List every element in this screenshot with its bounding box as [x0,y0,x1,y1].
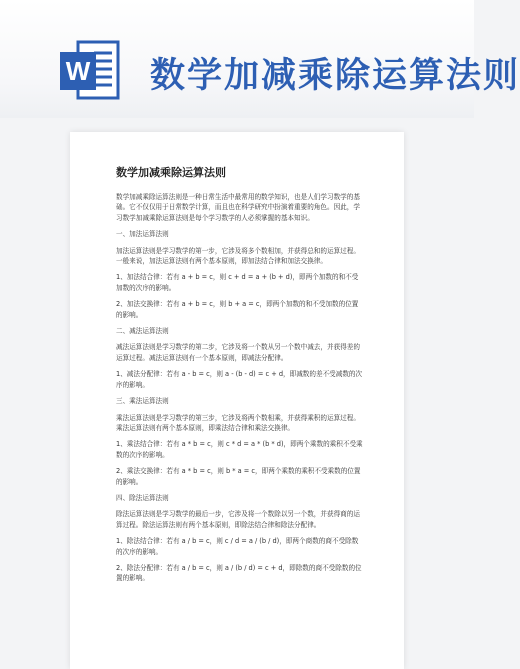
word-document-icon [58,40,120,102]
banner-title: 数学加减乘除运算法则 [150,56,520,96]
addition-rule-2: 2、加法交换律：若有 a + b = c，则 b + a = c，即两个加数的和不受加数的位置的影响。 [116,300,359,319]
addition-paragraph: 加法运算法则是学习数学的第一步，它涉及将多个数相加，并获得总和的运算过程。一般来说，加法运算法则有两个基本原则，即加法结合律和加法交换律。 [116,246,360,266]
subtraction-paragraph: 减法运算法则是学习数学的第二步，它涉及将一个数从另一个数中减去，并获得差的运算过程。减法运算法则有一个基本原则，即减法分配律。 [116,343,360,362]
subtraction-rule-1: 1、减法分配律：若有 a - b = c，则 a - (b - d) = c + d，即减数的差不受减数的次序的影响。 [116,370,363,389]
addition-rule-1: 1、加法结合律：若有 a + b = c，则 c + d = a + (b + d)，即两个加数的和不受加数的次序的影响。 [116,273,359,292]
multiplication-rule-1: 1、乘法结合律：若有 a * b = c，则 c * d = a * (b * d)，即两个乘数的乘积不受乘数的次序的影响。 [116,440,363,459]
division-paragraph: 除法运算法则是学习数学的最后一步，它涉及将一个数除以另一个数，并获得商的运算过程。除法运算法则有两个基本原则，即除法结合律和除法分配律。 [116,510,360,529]
multiplication-rule-2: 2、乘法交换律：若有 a * b = c，则 b * a = c，即两个乘数的乘积不受乘数的位置的影响。 [116,467,361,486]
section-heading-multiplication: 三、乘法运算法则 [116,397,169,406]
section-heading-subtraction: 二、减法运算法则 [116,327,169,336]
division-rule-2: 2、除法分配律：若有 a / b = c，则 a / (b / d) = c + d，即除数的商不受除数的位置的影响。 [116,563,362,583]
intro-paragraph: 数学加减乘除运算法则是一种日常生活中最常用的数学知识，也是人们学习数学的基础。它不仅仅用于日常数学计算，而且也在科学研究中扮演着重要的角色。因此，学习数学加减乘除运算法则是每个学习数学的人必须掌握的基本知识。 [116,193,360,222]
document-page [70,132,404,669]
header-banner [0,0,520,118]
division-rule-1: 1、除法结合律：若有 a / b = c，则 c / d = a / (b / d)，即两个商数的商不受除数的次序的影响。 [116,537,359,556]
document-body [116,192,364,590]
svg-text:W: W [65,56,91,86]
multiplication-paragraph: 乘法运算法则是学习数学的第三步，它涉及将两个数相乘，并获得乘积的运算过程。乘法运算法则有两个基本原则，即乘法结合律和乘法交换律。 [116,413,360,432]
section-heading-addition: 一、加法运算法则 [116,230,169,239]
section-heading-division: 四、除法运算法则 [116,493,169,502]
document-title: 数学加减乘除运算法则 [116,166,226,179]
